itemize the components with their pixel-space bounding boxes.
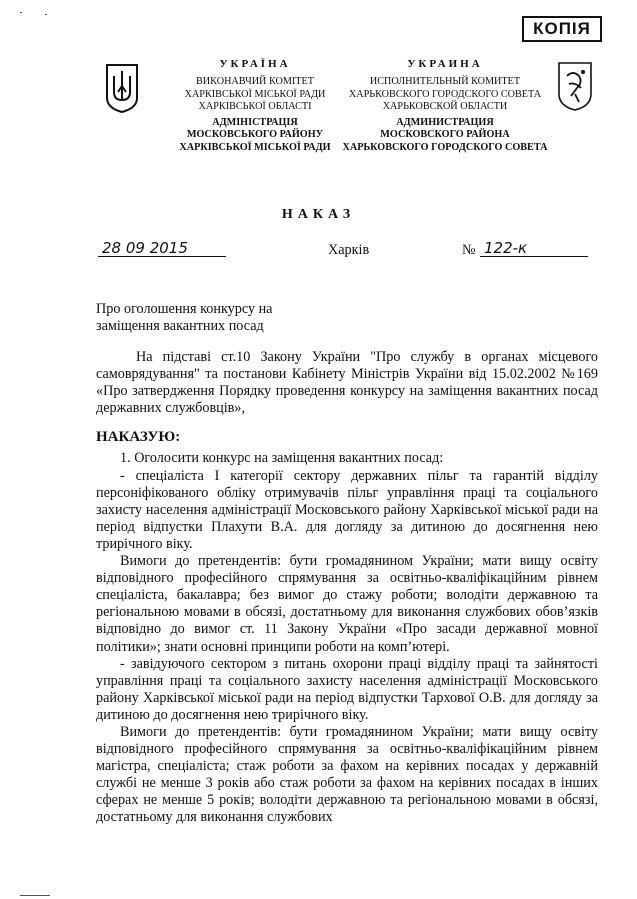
position-2: - завідуючого сектором з питань охорони праці відділу праці та зайнятості управління праці та соціального захисту населення адміністрації Московського району Харківської міської ради на період відпустки Тархової О.В. для догляду за дитиною до досягнення нею трирічного віку. [96,655,598,723]
org-name-ru: ИСПОЛНИТЕЛЬНЫЙ КОМИТЕТ ХАРЬКОВСКОГО ГОРОДСКОГО СОВЕТА ХАРЬКОВСКОЙ ОБЛАСТИ [348,76,542,112]
kharkiv-coat-of-arms-icon [555,60,595,112]
requirements-1: Вимоги до претендентів: бути громадянином України; мати вищу освіту відповідного професійного спрямування за освітньо-кваліфікаційним рівнем спеціаліста, бакалавра; без вимог до стажу роботи; володіти державною та регіональною мовами в обсязі, достатньому для виконання службових обов’язків відповідно до вимог ст. 11 Закону України «Про засади державної мовної політики»; знати основні принципи роботи на комп’ютері. [96,553,598,655]
order-heading: НАКАЗУЮ: [96,429,181,446]
dept-name-ru: АДМИНИСТРАЦИЯ МОСКОВСКОГО РАЙОНА ХАРЬКОВСКОГО ГОРОДСКОГО СОВЕТА [342,117,548,153]
position-1: - спеціаліста І категорії сектору державних пільг та гарантій відділу персоніфікованого обліку отримувачів пільг управління праці та соціального захисту населення адміністрації Московського району Харківської міської ради на період відпустки Плахути В.А. для догляду за дитиною до досягнення нею трирічного віку. [96,467,598,552]
scan-mark [20,12,22,13]
order-date: 28 09 2015 [98,240,226,257]
org-name-ua: ВИКОНАВЧИЙ КОМІТЕТ ХАРКІВСЬКОЇ МІСЬКОЇ РАДИ ХАРКІВСЬКОЇ ОБЛАСТІ [184,76,326,112]
document-title: НАКАЗ [281,207,356,222]
country-name-ru: УКРАИНА [407,58,483,70]
order-subject: Про оголошення конкурсу на заміщення вакантних посад [96,301,273,335]
dept-name-ua: АДМІНІСТРАЦІЯ МОСКОВСЬКОГО РАЙОНУ ХАРКІВСЬКОЇ МІСЬКОЇ РАДИ [179,117,331,153]
order-city: Харків [328,242,370,258]
requirements-2: Вимоги до претендентів: бути громадянином України; мати вищу освіту відповідного професійного спрямування за освітньо-кваліфікаційним рівнем магістра, спеціаліста; стаж роботи за фахом на керівних посадах у державній службі не менше 3 років або стаж роботи за фахом на керівних посадах в інших сферах не менше 5 років; володіти державною та регіональною мовами в обсязі, достатньому для виконання службових [96,723,598,826]
order-body [96,349,598,827]
copy-stamp: КОПІЯ [522,16,602,42]
preamble: На підставі ст.10 Закону України "Про службу в органах місцевого самоврядування" та постанови Кабінету Міністрів України від 15.02.2002 №169 «Про затвердження Порядку проведення конкурсу на заміщення вакантних посад державних службовців», [96,349,598,417]
ukraine-coat-of-arms-icon [104,62,140,114]
order-number-label: № [462,242,476,258]
item-1: 1. Оголосити конкурс на заміщення вакантних посад: [120,450,444,467]
header-russian [340,58,550,154]
scan-mark [45,14,47,15]
order-number: 122-к [480,240,588,257]
scan-mark [20,895,50,896]
country-name-ua: УКРАЇНА [219,58,291,70]
header-ukrainian [155,58,355,154]
